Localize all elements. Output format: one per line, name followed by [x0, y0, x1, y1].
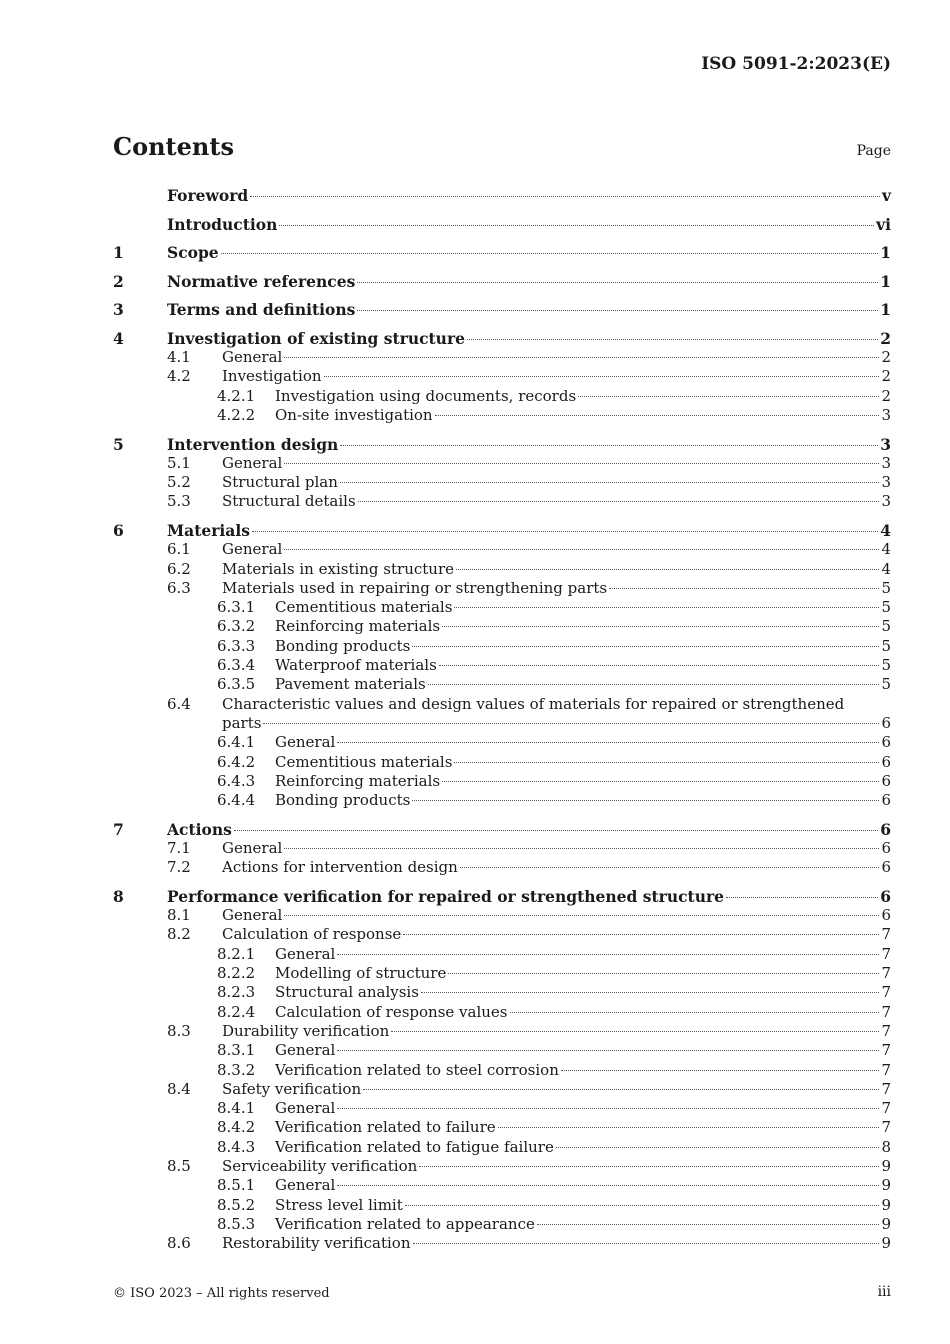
- toc-entry[interactable]: [113, 215, 891, 234]
- toc-entry-title: Scope: [167, 243, 219, 263]
- toc-entry-number: 6.4: [167, 694, 191, 713]
- toc-dot-leader: [221, 253, 879, 254]
- toc-page-number: 6: [881, 791, 891, 810]
- toc-entry-number: 3: [113, 300, 124, 320]
- toc-page-number: 7: [881, 1079, 891, 1098]
- toc-dot-leader: [284, 357, 879, 358]
- toc-dot-leader: [340, 482, 880, 483]
- toc-entry[interactable]: [113, 925, 891, 944]
- toc-dot-leader: [456, 569, 879, 570]
- toc-entry-number: 8.2: [167, 925, 191, 944]
- toc-entry-title: Verification related to failure: [275, 1118, 496, 1137]
- toc-entry[interactable]: [113, 492, 891, 511]
- toc-dot-leader: [405, 1205, 880, 1206]
- toc-page-number: 3: [881, 492, 891, 511]
- toc-entry-number: 6.4.4: [217, 791, 256, 810]
- toc-entry[interactable]: [113, 637, 891, 656]
- toc-dot-leader: [454, 607, 879, 608]
- toc-entry-number: 8.2.1: [217, 944, 256, 963]
- toc-entry-title: Restorability verification: [222, 1234, 411, 1253]
- toc-page-number: 5: [881, 578, 891, 597]
- page-column-label: Page: [856, 143, 891, 159]
- toc-dot-leader: [428, 684, 880, 685]
- toc-dot-leader: [537, 1224, 880, 1225]
- toc-entry[interactable]: [113, 675, 891, 694]
- toc-page-number: 4: [881, 559, 891, 578]
- toc-page-number: 6: [881, 858, 891, 877]
- toc-entry-title: Structural details: [222, 492, 356, 511]
- toc-page-number: 7: [881, 1118, 891, 1137]
- toc-entry-title: General: [275, 944, 336, 963]
- toc-dot-leader: [609, 588, 879, 589]
- toc-entry-number: 8.5.3: [217, 1214, 256, 1233]
- toc-page-number: 2: [880, 328, 891, 348]
- toc-entry-number: 8.4: [167, 1079, 191, 1098]
- toc-dot-leader: [412, 646, 879, 647]
- toc-page-number: 2: [881, 347, 891, 366]
- toc-page-number: 9: [881, 1234, 891, 1253]
- toc-entry[interactable]: [113, 1003, 891, 1022]
- toc-entry-number: 5: [113, 434, 124, 454]
- toc-page-number: 4: [881, 540, 891, 559]
- toc-dot-leader: [337, 954, 879, 955]
- toc-dot-leader: [357, 282, 878, 283]
- toc-page-number: 1: [880, 271, 891, 291]
- toc-entry[interactable]: [113, 1118, 891, 1137]
- toc-page-number: 3: [881, 473, 891, 492]
- toc-entry[interactable]: [113, 1041, 891, 1060]
- toc-entry-title: Bonding products: [275, 636, 411, 655]
- toc-entry-title: Foreword: [167, 186, 249, 205]
- toc-entry-title: Actions: [167, 819, 232, 839]
- toc-entry-title: General: [222, 453, 283, 472]
- toc-page-number: 6: [880, 887, 891, 907]
- toc-dot-leader: [498, 1127, 880, 1128]
- toc-entry[interactable]: [113, 1061, 891, 1080]
- footer-copyright: © ISO 2023 – All rights reserved: [113, 1286, 330, 1301]
- toc-page-number: 6: [881, 838, 891, 857]
- toc-entry-title: Investigation of existing structure: [167, 328, 465, 348]
- toc-entry-title: Safety verification: [222, 1079, 362, 1098]
- toc-entry-title: Modelling of structure: [275, 964, 447, 983]
- toc-entry[interactable]: [113, 454, 891, 473]
- toc-entry-title: Structural plan: [222, 473, 338, 492]
- toc-page-number: 6: [881, 713, 891, 732]
- toc-entry[interactable]: [113, 1215, 891, 1234]
- toc-entry-title: General: [275, 1099, 336, 1118]
- toc-entry-number: 8.4.2: [217, 1118, 256, 1137]
- toc-dot-leader: [448, 973, 879, 974]
- toc-dot-leader: [279, 225, 874, 226]
- toc-dot-leader: [234, 830, 878, 831]
- toc-entry[interactable]: [113, 348, 891, 367]
- toc-entry-title: General: [222, 540, 283, 559]
- toc-entry[interactable]: [113, 560, 891, 579]
- toc-entry-number: 4: [113, 328, 124, 348]
- toc-entry-title: General: [275, 733, 336, 752]
- toc-entry-title: Investigation: [222, 367, 322, 386]
- toc-dot-leader: [284, 848, 879, 849]
- toc-entry-title: Characteristic values and design values of materials for repaired or strengthened: [222, 694, 845, 713]
- toc-entry-number: 4.2.2: [217, 405, 256, 424]
- toc-dot-leader: [391, 1031, 879, 1032]
- toc-entry[interactable]: [113, 1022, 891, 1041]
- toc-entry-title: Calculation of response values: [275, 1002, 508, 1021]
- toc-entry[interactable]: [113, 521, 891, 540]
- toc-entry-number: 7.2: [167, 858, 191, 877]
- toc-entry[interactable]: [113, 1196, 891, 1215]
- toc-page-number: 5: [881, 617, 891, 636]
- toc-entry-number: 8.4.3: [217, 1137, 256, 1156]
- toc-page-number: 7: [881, 1021, 891, 1040]
- toc-dot-leader: [460, 867, 880, 868]
- toc-entry[interactable]: [113, 473, 891, 492]
- toc-entry-number: 6.4.1: [217, 733, 256, 752]
- toc-entry-title: Actions for intervention design: [222, 858, 458, 877]
- toc-dot-leader: [403, 934, 879, 935]
- toc-entry-title: General: [275, 1041, 336, 1060]
- toc-entry-number: 6.3.1: [217, 598, 256, 617]
- toc-dot-leader: [357, 310, 878, 311]
- toc-entry-title: Investigation using documents, records: [275, 386, 577, 405]
- toc-page-number: v: [881, 186, 891, 205]
- toc-entry[interactable]: [113, 272, 891, 291]
- toc-entry-number: 8.4.1: [217, 1099, 256, 1118]
- toc-entry-number: 6: [113, 521, 124, 541]
- toc-dot-leader: [324, 376, 880, 377]
- toc-dot-leader: [340, 445, 878, 446]
- toc-entry[interactable]: [113, 906, 891, 925]
- toc-entry-title: Materials used in repairing or strengthening parts: [222, 578, 608, 597]
- toc-entry[interactable]: [113, 1176, 891, 1195]
- toc-entry-number: 7.1: [167, 838, 191, 857]
- toc-entry-title: General: [222, 906, 283, 925]
- toc-entry[interactable]: [113, 695, 891, 714]
- toc-entry[interactable]: [113, 820, 891, 839]
- toc-entry-title: General: [222, 347, 283, 366]
- toc-dot-leader: [442, 781, 879, 782]
- toc-entry-number: 8.2.3: [217, 983, 256, 1002]
- toc-entry[interactable]: [113, 945, 891, 964]
- toc-page-number: 7: [881, 944, 891, 963]
- toc-page-number: 3: [881, 453, 891, 472]
- toc-dot-leader: [337, 1050, 879, 1051]
- toc-entry-title: Introduction: [167, 214, 278, 234]
- toc-dot-leader: [578, 396, 879, 397]
- toc-entry-title: Pavement materials: [275, 675, 426, 694]
- toc-dot-leader: [252, 531, 878, 532]
- toc-page-number: 5: [881, 656, 891, 675]
- toc-entry-number: 6.3.3: [217, 636, 256, 655]
- toc-page-number: 7: [881, 1060, 891, 1079]
- toc-entry[interactable]: [113, 367, 891, 386]
- toc-entry-title: Durability verification: [222, 1021, 390, 1040]
- toc-dot-leader: [250, 196, 880, 197]
- toc-entry[interactable]: [113, 387, 891, 406]
- toc-entry-number: 8.5.1: [217, 1176, 256, 1195]
- toc-page-number: 1: [880, 243, 891, 263]
- toc-page-number: 7: [881, 964, 891, 983]
- toc-entry-title: Verification related to steel corrosion: [275, 1060, 559, 1079]
- toc-dot-leader: [413, 1243, 880, 1244]
- toc-entry-title: Reinforcing materials: [275, 617, 441, 636]
- toc-page-number: 4: [880, 521, 891, 541]
- toc-page-number: 5: [881, 675, 891, 694]
- toc-entry[interactable]: [113, 329, 891, 348]
- footer-page-number: iii: [877, 1284, 891, 1300]
- toc-page-number: 7: [881, 1041, 891, 1060]
- toc-dot-leader: [337, 1185, 879, 1186]
- table-of-contents: [113, 186, 891, 1254]
- toc-entry-title-continued: parts: [222, 713, 262, 732]
- toc-entry[interactable]: [113, 1234, 891, 1253]
- toc-entry[interactable]: [113, 243, 891, 262]
- toc-entry[interactable]: [113, 186, 891, 205]
- toc-entry-number: 8: [113, 887, 124, 907]
- toc-entry-title: Stress level limit: [275, 1195, 403, 1214]
- toc-entry[interactable]: [113, 791, 891, 810]
- toc-entry-number: 8.6: [167, 1234, 191, 1253]
- toc-dot-leader: [561, 1070, 880, 1071]
- toc-entry-title: Materials: [167, 521, 250, 541]
- toc-dot-leader: [454, 762, 879, 763]
- toc-entry[interactable]: [113, 983, 891, 1002]
- toc-entry-number: 6.3.2: [217, 617, 256, 636]
- toc-page-number: 6: [880, 819, 891, 839]
- toc-entry[interactable]: [113, 964, 891, 983]
- toc-page-number: 7: [881, 1099, 891, 1118]
- toc-entry[interactable]: [113, 733, 891, 752]
- toc-page-number: 5: [881, 598, 891, 617]
- toc-entry-number: 5.2: [167, 473, 191, 492]
- toc-entry-number: 4.2: [167, 367, 191, 386]
- toc-page-number: vi: [876, 214, 891, 234]
- toc-entry-title: Terms and definitions: [167, 300, 356, 320]
- toc-entry[interactable]: [113, 772, 891, 791]
- toc-entry-continuation[interactable]: [113, 714, 891, 733]
- toc-dot-leader: [412, 800, 879, 801]
- toc-page-number: 2: [881, 367, 891, 386]
- toc-page-number: 3: [880, 434, 891, 454]
- toc-entry-title: Materials in existing structure: [222, 559, 454, 578]
- toc-entry-number: 8.5.2: [217, 1195, 256, 1214]
- toc-entry-number: 6.2: [167, 559, 191, 578]
- toc-entry[interactable]: [113, 300, 891, 319]
- toc-entry[interactable]: [113, 656, 891, 675]
- toc-entry-title: Structural analysis: [275, 983, 419, 1002]
- toc-entry-number: 8.1: [167, 906, 191, 925]
- toc-entry-title: Bonding products: [275, 791, 411, 810]
- toc-page-number: 3: [881, 405, 891, 424]
- toc-entry-title: Verification related to appearance: [275, 1214, 535, 1233]
- toc-entry-number: 4.2.1: [217, 386, 256, 405]
- toc-entry-number: 6.4.2: [217, 752, 256, 771]
- toc-entry-title: Cementitious materials: [275, 598, 453, 617]
- toc-entry-number: 2: [113, 271, 124, 291]
- toc-entry-number: 8.3.2: [217, 1060, 256, 1079]
- toc-dot-leader: [337, 742, 879, 743]
- toc-entry-title: General: [222, 838, 283, 857]
- document-id: ISO 5091-2:2023(E): [701, 54, 891, 74]
- toc-dot-leader: [556, 1147, 880, 1148]
- toc-page-number: 6: [881, 733, 891, 752]
- toc-entry-number: 6.3.5: [217, 675, 256, 694]
- toc-dot-leader: [284, 463, 879, 464]
- toc-entry-title: Waterproof materials: [275, 656, 437, 675]
- toc-entry-number: 8.5: [167, 1157, 191, 1176]
- toc-entry-number: 6.4.3: [217, 771, 256, 790]
- toc-entry-number: 8.3.1: [217, 1041, 256, 1060]
- toc-dot-leader: [726, 897, 878, 898]
- toc-dot-leader: [442, 626, 879, 627]
- toc-entry-title: On-site investigation: [275, 405, 433, 424]
- toc-entry[interactable]: [113, 579, 891, 598]
- toc-dot-leader: [439, 665, 880, 666]
- toc-entry-title: Reinforcing materials: [275, 771, 441, 790]
- toc-entry[interactable]: [113, 617, 891, 636]
- toc-page-number: 9: [881, 1157, 891, 1176]
- toc-entry[interactable]: [113, 1138, 891, 1157]
- toc-entry[interactable]: [113, 435, 891, 454]
- toc-page-number: 1: [880, 300, 891, 320]
- toc-entry-number: 6.3.4: [217, 656, 256, 675]
- toc-entry-number: 6.1: [167, 540, 191, 559]
- toc-dot-leader: [419, 1166, 879, 1167]
- toc-dot-leader: [263, 723, 879, 724]
- toc-entry-title: General: [275, 1176, 336, 1195]
- toc-entry[interactable]: [113, 1080, 891, 1099]
- toc-dot-leader: [421, 992, 880, 993]
- toc-entry[interactable]: [113, 406, 891, 425]
- toc-entry-number: 5.3: [167, 492, 191, 511]
- toc-page-number: 6: [881, 771, 891, 790]
- toc-entry-title: Verification related to fatigue failure: [275, 1137, 554, 1156]
- toc-dot-leader: [435, 415, 880, 416]
- toc-page-number: 7: [881, 983, 891, 1002]
- toc-entry-number: 6.3: [167, 578, 191, 597]
- toc-entry[interactable]: [113, 858, 891, 877]
- toc-entry[interactable]: [113, 598, 891, 617]
- toc-page-number: 9: [881, 1195, 891, 1214]
- toc-entry-number: 1: [113, 243, 124, 263]
- toc-entry[interactable]: [113, 887, 891, 906]
- toc-entry[interactable]: [113, 540, 891, 559]
- toc-page-number: 8: [881, 1137, 891, 1156]
- toc-entry-title: Calculation of response: [222, 925, 402, 944]
- toc-dot-leader: [284, 549, 879, 550]
- toc-entry-title: Cementitious materials: [275, 752, 453, 771]
- toc-entry-number: 8.2.2: [217, 964, 256, 983]
- toc-entry-title: Serviceability verification: [222, 1157, 418, 1176]
- toc-entry-title: Normative references: [167, 271, 356, 291]
- toc-page-number: 6: [881, 752, 891, 771]
- toc-dot-leader: [467, 339, 878, 340]
- toc-dot-leader: [284, 915, 879, 916]
- toc-dot-leader: [358, 501, 880, 502]
- toc-entry-number: 5.1: [167, 453, 191, 472]
- toc-dot-leader: [510, 1012, 880, 1013]
- toc-page-number: 9: [881, 1214, 891, 1233]
- toc-page-number: 5: [881, 636, 891, 655]
- toc-entry[interactable]: [113, 839, 891, 858]
- toc-page-number: 7: [881, 1002, 891, 1021]
- contents-title: Contents: [113, 132, 234, 161]
- toc-page-number: 6: [881, 906, 891, 925]
- toc-dot-leader: [337, 1108, 879, 1109]
- toc-dot-leader: [363, 1089, 879, 1090]
- toc-entry[interactable]: [113, 1157, 891, 1176]
- toc-entry-title: Performance verification for repaired or strengthened structure: [167, 887, 724, 907]
- toc-entry[interactable]: [113, 753, 891, 772]
- toc-page-number: 9: [881, 1176, 891, 1195]
- toc-page-number: 7: [881, 925, 891, 944]
- toc-entry[interactable]: [113, 1099, 891, 1118]
- toc-entry-number: 8.3: [167, 1021, 191, 1040]
- toc-entry-title: Intervention design: [167, 434, 339, 454]
- toc-entry-number: 7: [113, 819, 124, 839]
- toc-entry-number: 4.1: [167, 347, 191, 366]
- toc-page-number: 2: [881, 386, 891, 405]
- toc-entry-number: 8.2.4: [217, 1002, 256, 1021]
